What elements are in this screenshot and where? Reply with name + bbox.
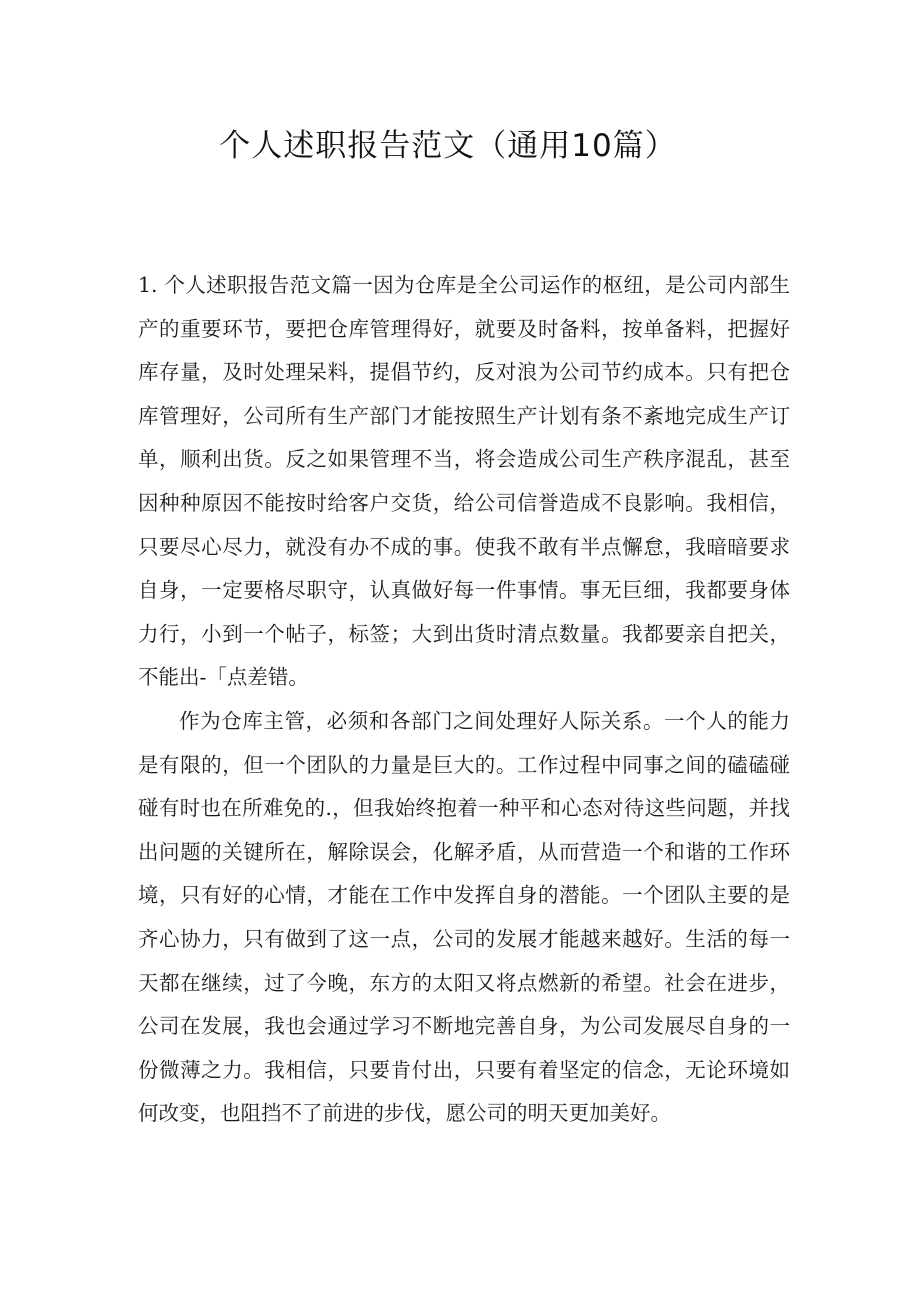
document-title: 个人述职报告范文（通用10篇）: [219, 128, 677, 164]
paragraph-1: 1. 个人述职报告范文篇一因为仓库是全公司运作的枢纽，是公司内部生产的重要环节，要把仓库管理得好，就要及时备料，按单备料，把握好库存量，及时处理呆料，提倡节约，反对浪为公司节约成本。只有把仓库管理好，公司所有生产部门才能按照生产计划有条不紊地完成生产订单，顺利出货。反之如果管理不当，将会造成公司生产秩序混乱，甚至因种种原因不能按时给客户交货，给公司信誉造成不良影响。我相信，只要尽心尽力，就没有办不成的事。使我不敢有半点懈怠，我暗暗要求自身，一定要格尽职守，认真做好每一件事情。事无巨细，我都要身体力行，小到一个帖子，标签；大到出货时清点数量。我都要亲自把关，不能出-「点差错。: [138, 273, 790, 690]
paragraph-2: 作为仓库主管，必须和各部门之间处理好人际关系。一个人的能力是有限的，但一个团队的力量是巨大的。工作过程中同事之间的磕磕碰碰有时也在所难免的.，但我始终抱着一种平和心态对待这些问题，并找出问题的关键所在，解除误会，化解矛盾，从而营造一个和谐的工作环境，只有好的心情，才能在工作中发挥自身的潜能。一个团队主要的是齐心协力，只有做到了这一点，公司的发展才能越来越好。生活的每一天都在继续，过了今晚，东方的太阳又将点燃新的希望。社会在进步，公司在发展，我也会通过学习不断地完善自身，为公司发展尽自身的一份微薄之力。我相信，只要肯付出，只要有着坚定的信念，无论环境如何改变，也阻挡不了前进的步伐，愿公司的明天更加美好。: [138, 708, 790, 1126]
document-body: [138, 264, 790, 1136]
